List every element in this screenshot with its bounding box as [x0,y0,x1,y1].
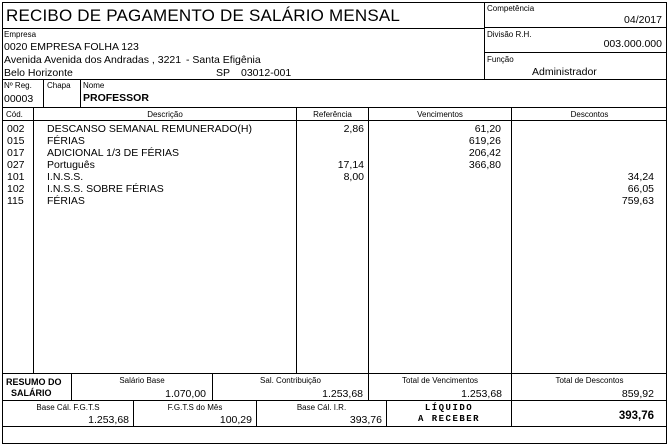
liquido-value: 393,76 [618,410,654,422]
divisao-label: Divisão R.H. [487,30,532,39]
funcao-value: Administrador [532,66,597,78]
divider [2,120,667,121]
row-cod: 015 [7,135,25,147]
divider [2,426,667,427]
funcao-label: Função [487,55,514,64]
empresa-city: Belo Horizonte [4,67,73,79]
col-header-referencia: Referência [313,110,352,119]
row-referencia: 8,00 [343,171,364,183]
base-ir-label: Base Cál. I.R. [296,403,347,412]
table-row [0,159,670,171]
fgts-mes-value: 100,29 [219,414,252,426]
row-descricao: I.N.S.S. SOBRE FÉRIAS [47,183,164,195]
col-header-descontos: Descontos [570,110,609,119]
divider [484,2,485,79]
nome-label: Nome [83,81,105,90]
row-cod: 017 [7,147,25,159]
liquido-label-line2: A RECEBER [417,414,481,424]
row-vencimentos: 366,80 [468,159,501,171]
chapa-label: Chapa [47,81,71,90]
competencia-label: Competência [487,4,535,13]
empresa-state: SP [216,67,231,79]
col-header-descricao: Descrição [147,110,183,119]
sal-contribuicao-label: Sal. Contribuição [260,376,321,385]
empresa-label: Empresa [4,30,37,39]
row-descricao: FÉRIAS [47,195,85,207]
salario-base-label: Salário Base [119,376,165,385]
row-descricao: DESCANSO SEMANAL REMUNERADO(H) [47,123,252,135]
row-vencimentos: 206,42 [468,147,501,159]
row-cod: 027 [7,159,25,171]
nreg-label: Nº Reg. [4,81,32,90]
divider [2,107,667,108]
empresa-address: Avenida Avenida dos Andradas , 3221 [4,54,182,66]
divider [2,400,667,401]
base-fgts-label: Base Cál. F.G.T.S [36,403,100,412]
row-descontos: 66,05 [627,183,654,195]
resumo-label-line1: RESUMO DO [6,377,62,387]
divider [2,373,667,374]
row-cod: 002 [7,123,25,135]
total-vencimentos-label: Total de Vencimentos [401,376,479,385]
row-cod: 102 [7,183,25,195]
divider [484,52,667,53]
row-descontos: 759,63 [621,195,654,207]
row-descontos: 34,24 [627,171,654,183]
table-row [0,123,670,135]
liquido-label-line1: LÍQUIDO [424,403,474,413]
sal-contribuicao-value: 1.253,68 [322,388,363,400]
competencia-value: 04/2017 [624,14,662,26]
empresa-name: 0020 EMPRESA FOLHA 123 [4,41,139,53]
total-vencimentos-value: 1.253,68 [461,388,502,400]
divider [484,27,667,28]
col-header-cod: Cód. [6,110,23,119]
total-descontos-value: 859,92 [621,388,654,400]
table-row [0,183,670,195]
row-descricao: ADICIONAL 1/3 DE FÉRIAS [47,147,180,159]
table-row [0,171,670,183]
divider [80,79,81,107]
divider [43,79,44,107]
col-header-vencimentos: Vencimentos [417,110,463,119]
fgts-mes-label: F.G.T.S do Mês [167,403,223,412]
row-vencimentos: 619,26 [468,135,501,147]
base-fgts-value: 1.253,68 [88,414,129,426]
row-descricao: Português [47,159,95,171]
row-vencimentos: 61,20 [474,123,501,135]
row-cod: 101 [7,171,25,183]
divider [2,28,484,29]
resumo-label-line2: SALÁRIO [11,388,52,398]
total-descontos-label: Total de Descontos [555,376,624,385]
row-referencia: 17,14 [337,159,364,171]
table-row [0,195,670,207]
table-row [0,147,670,159]
page-title: RECIBO DE PAGAMENTO DE SALÁRIO MENSAL [6,6,401,25]
salario-base-value: 1.070,00 [165,388,206,400]
nreg-value: 00003 [4,93,34,105]
row-descricao: FÉRIAS [47,135,85,147]
empresa-cep: 03012-001 [241,67,292,79]
base-ir-value: 393,76 [349,414,382,426]
table-row [0,135,670,147]
row-descricao: I.N.S.S. [47,171,84,183]
nome-value: PROFESSOR [83,92,149,104]
row-cod: 115 [7,195,24,207]
row-referencia: 2,86 [343,123,364,135]
divisao-value: 003.000.000 [603,38,662,50]
empresa-district: - Santa Efigênia [186,54,261,66]
divider [2,79,667,80]
